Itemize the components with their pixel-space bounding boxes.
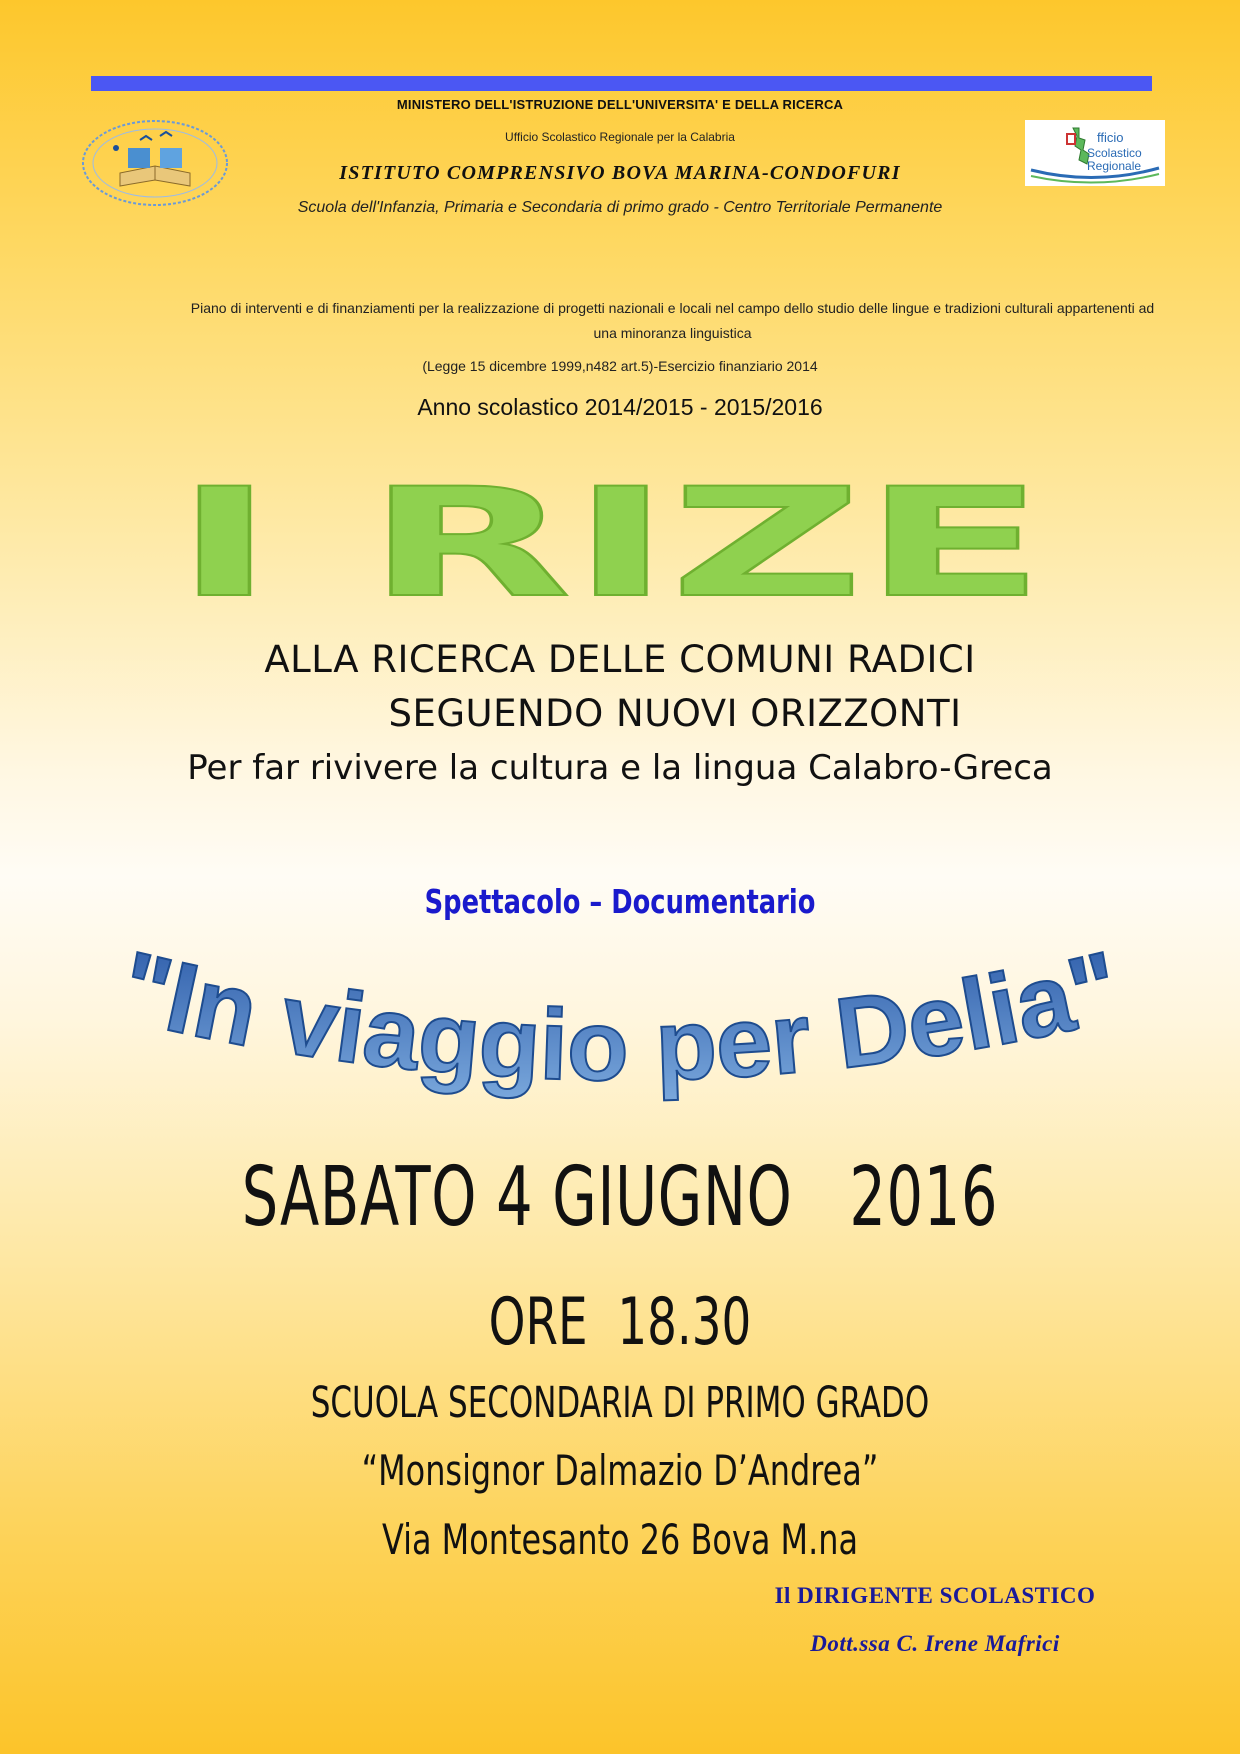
school-subtitle: Scuola dell'Infanzia, Primaria e Secondaria di primo grado - Centro Territoriale Permanente xyxy=(297,199,943,216)
usr-logo-text-1: fficio xyxy=(1097,130,1124,145)
school-name: ISTITUTO COMPRENSIVO BOVA MARINA-CONDOFURI xyxy=(339,162,901,184)
regional-office: Ufficio Scolastico Regionale per la Calabria xyxy=(505,130,735,144)
event-type: Spettacolo – Documentario xyxy=(424,882,816,921)
funding-plan-text: Piano di interventi e di finanziamenti per la realizzazione di progetti nazionali e locali nel campo dello studio delle lingue e tradizioni culturali appartenenti ad una minoranza linguistica xyxy=(190,300,1155,341)
usr-logo-text-2: Scolastico xyxy=(1087,146,1142,160)
school-year: Anno scolastico 2014/2015 - 2015/2016 xyxy=(417,394,823,420)
ministry-heading: MINISTERO DELL'ISTRUZIONE DELL'UNIVERSITA' E DELLA RICERCA xyxy=(396,97,844,112)
signature-name: Dott.ssa C. Irene Mafrici xyxy=(810,1631,1060,1656)
usr-logo-text-3: Regionale xyxy=(1087,159,1142,173)
project-tagline-1: ALLA RICERCA DELLE COMUNI RADICI xyxy=(264,638,976,681)
project-tagline-3: Per far rivivere la cultura e la lingua Calabro-Greca xyxy=(187,748,1053,788)
event-title-wordart xyxy=(95,945,1145,1125)
event-venue-name: “Monsignor Dalmazio D’Andrea” xyxy=(361,1446,879,1495)
project-tagline-2: SEGUENDO NUOVI ORIZZONTI xyxy=(388,692,962,735)
project-title-wordart xyxy=(160,475,1060,625)
law-reference: (Legge 15 dicembre 1999,n482 art.5)-Esercizio finanziario 2014 xyxy=(422,358,818,374)
event-venue: SCUOLA SECONDARIA DI PRIMO GRADO xyxy=(310,1378,930,1428)
event-address: Via Montesanto 26 Bova M.na xyxy=(381,1515,859,1564)
event-date: SABATO 4 GIUGNO 2016 xyxy=(241,1150,999,1245)
event-time: ORE 18.30 xyxy=(488,1285,752,1360)
project-title: I RIZE xyxy=(175,475,1045,625)
signature-role: Il DIRIGENTE SCOLASTICO xyxy=(774,1583,1096,1608)
top-blue-bar xyxy=(91,76,1152,91)
event-title: "In viaggio per Delia" xyxy=(110,945,1130,1103)
